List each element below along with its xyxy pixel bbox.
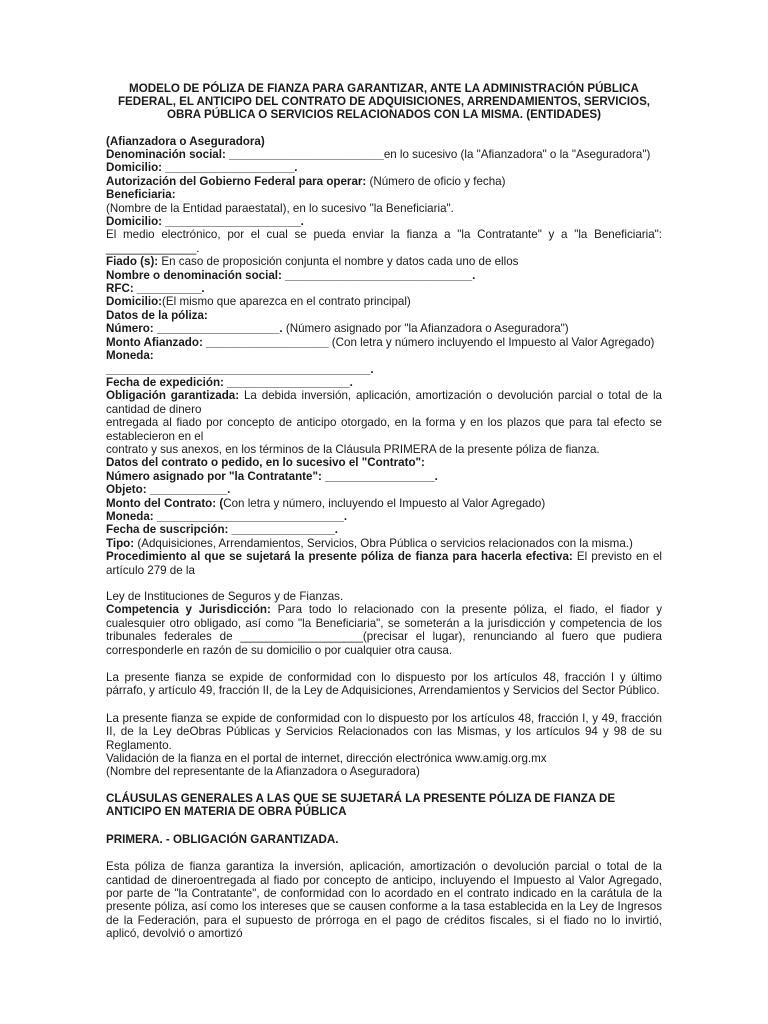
medio-electronico-text: El medio electrónico, por el cual se pueda enviar la fianza a "la Contratante" y a "la Beneficiaria": ______________. bbox=[106, 228, 662, 255]
representante-line: (Nombre del representante de la Afianzadora o Aseguradora) bbox=[106, 765, 420, 779]
numero-poliza-text: (Número asignado por "la Afianzadora o Aseguradora") bbox=[282, 322, 569, 336]
datos-contrato-heading: Datos del contrato o pedido, en lo sucesivo el "Contrato": bbox=[106, 456, 425, 470]
autorizacion-label: Autorización del Gobierno Federal para operar: bbox=[106, 174, 367, 188]
paragraph-ley-obras: La presente fianza se expide de conformidad con lo dispuesto por los artículos 48, fracción I, y 49, fracción II, de la Ley deObras Públicas y Servicios Relacionados con las Mismas, y los artículos 94 y 98 de su Reglamento. bbox=[106, 711, 662, 752]
objeto-field: Objeto: ____________. bbox=[106, 483, 231, 497]
numero-poliza-label: Número: ___________________. bbox=[106, 322, 283, 336]
numero-contratante: Número asignado por "la Contratante": _________________. bbox=[106, 469, 438, 483]
moneda-contrato: Moneda: _____________________________. bbox=[106, 509, 348, 523]
monto-contrato-line bbox=[106, 497, 662, 510]
numero-poliza-line bbox=[106, 322, 662, 335]
fecha-expedicion: Fecha de expedición: ___________________. bbox=[106, 375, 353, 389]
competencia-text: Para todo lo relacionado con la presente póliza, el fiado, el fiador y cualesquier otro obligado, así como "la Beneficiaria", se someterán a la jurisdicción y competencia de los tribunales federales de ___________________(precisar el lugar), renunciando al fuero que pudiera corresponderle en razón de su domicilio o por cualquier otra causa. bbox=[106, 603, 662, 657]
beneficiaria-label: Beneficiaria: bbox=[106, 188, 176, 202]
monto-contrato-text: Con letra y número, incluyendo el Impuesto al Valor Agregado) bbox=[223, 496, 546, 510]
document-title: MODELO DE PÓLIZA DE FIANZA PARA GARANTIZAR, ANTE LA ADMINISTRACIÓN PÚBLICA FEDERAL, EL ANTICIPO DEL CONTRATO DE ADQUISICIONES, ARRENDAMIENTOS, SERVICIOS, OBRA PÚBLICA O SERVICIOS RELACIONADOS CON LA MISMA. (ENTIDADES) bbox=[117, 82, 651, 122]
tipo-line bbox=[106, 537, 662, 550]
clausulas-heading: CLÁUSULAS GENERALES A LAS QUE SE SUJETARÁ LA PRESENTE PÓLIZA DE FIANZA DE ANTICIPO EN MATERIA DE OBRA PÚBLICA bbox=[106, 791, 616, 819]
denominacion-label: Denominación social: ________________________ bbox=[106, 148, 384, 162]
beneficiaria-text: (Nombre de la Entidad paraestatal), en lo sucesivo "la Beneficiaria". bbox=[106, 201, 454, 215]
primera-heading: PRIMERA. - OBLIGACIÓN GARANTIZADA. bbox=[106, 832, 339, 846]
fiado-label: Fiado (s): bbox=[106, 255, 159, 269]
rfc-field: RFC: __________. bbox=[106, 282, 205, 296]
monto-afianzado-text: (Con letra y número incluyendo el Impuesto al Valor Agregado) bbox=[328, 335, 655, 349]
competencia-label: Competencia y Jurisdicción: bbox=[106, 603, 271, 617]
obligacion-text-1: La debida inversión, aplicación, amortización o devolución parcial o total de la cantidad de dinero bbox=[106, 389, 662, 416]
ley-line: Ley de Instituciones de Seguros y de Fianzas. bbox=[106, 590, 344, 604]
fiado-text: En caso de proposición conjunta el nombre y datos cada uno de ellos bbox=[158, 255, 519, 269]
autorizacion-text: (Número de oficio y fecha) bbox=[366, 174, 506, 188]
denominacion-line bbox=[106, 148, 662, 161]
denominacion-text: en lo sucesivo (la "Afianzadora" o la "Aseguradora") bbox=[383, 148, 651, 162]
procedimiento-label: Procedimiento al que se sujetará la presente póliza de fianza para hacerla efectiva: bbox=[106, 550, 573, 564]
competencia-paragraph bbox=[106, 603, 662, 657]
tipo-text: (Adquisiciones, Arrendamientos, Servicios, Obra Pública o servicios relacionados con la misma.) bbox=[134, 536, 633, 550]
autorizacion-line bbox=[106, 175, 662, 188]
afianzadora-heading: (Afianzadora o Aseguradora) bbox=[106, 134, 265, 148]
obligacion-label: Obligación garantizada: bbox=[106, 389, 240, 403]
domicilio-afianzadora: Domicilio: ____________________. bbox=[106, 161, 298, 175]
domicilio-beneficiaria: Domicilio: _____________________. bbox=[106, 215, 304, 229]
procedimiento-line bbox=[106, 550, 662, 577]
obligacion-text-3: contrato y sus anexos, en los términos de la Cláusula PRIMERA de la presente póliza de fianza. bbox=[106, 442, 600, 456]
validacion-line: Validación de la fianza en el portal de internet, dirección electrónica www.amig.org.mx bbox=[106, 752, 547, 766]
document-body bbox=[106, 82, 662, 941]
monto-afianzado-line bbox=[106, 336, 662, 349]
tipo-label: Tipo: bbox=[106, 536, 135, 550]
monto-afianzado-label: Monto Afianzado: ___________________ bbox=[106, 335, 329, 349]
fiado-line bbox=[106, 255, 662, 268]
datos-poliza-heading: Datos de la póliza: bbox=[106, 308, 208, 322]
moneda-poliza-line: _________________________________________. bbox=[106, 362, 374, 376]
domicilio-fiado-line bbox=[106, 295, 662, 308]
obligacion-text-2: entregada al fiado por concepto de anticipo otorgado, en la forma y en los plazos que para tal efecto se establecieron en el bbox=[106, 416, 662, 443]
moneda-poliza-label: Moneda: bbox=[106, 349, 154, 363]
obligacion-line-1 bbox=[106, 389, 662, 416]
fecha-suscripcion: Fecha de suscripción: ________________. bbox=[106, 523, 339, 537]
domicilio-fiado-label: Domicilio: bbox=[106, 295, 163, 309]
procedimiento-text: El previsto en el artículo 279 de la bbox=[106, 550, 662, 577]
nombre-fiado: Nombre o denominación social: _____________________________. bbox=[106, 268, 476, 282]
primera-paragraph: Esta póliza de fianza garantiza la inversión, aplicación, amortización o devolución parcial o total de la cantidad de dineroentregada al fiado por concepto de anticipo, incluyendo el Impuesto al Valor Agregado, por parte de "la Contratante", de conformidad con lo acordado en el contrato indicado en la carátula de la presente póliza, así como los intereses que se causen conforme a la tasa establecida en la Ley de Ingresos de la Federación, para el supuesto de prórroga en el pago de créditos fiscales, si el fiado no lo invirtió, aplicó, devolvió o amortizó bbox=[106, 860, 662, 941]
monto-contrato-label: Monto del Contrato: ( bbox=[106, 496, 224, 510]
domicilio-fiado-text: (El mismo que aparezca en el contrato principal) bbox=[162, 295, 411, 309]
paragraph-ley-adquisiciones: La presente fianza se expide de conformidad con lo dispuesto por los artículos 48, fracción I y último párrafo, y artículo 49, fracción II, de la Ley de Adquisiciones, Arrendamientos y Servicios del Sector Público. bbox=[106, 671, 662, 698]
